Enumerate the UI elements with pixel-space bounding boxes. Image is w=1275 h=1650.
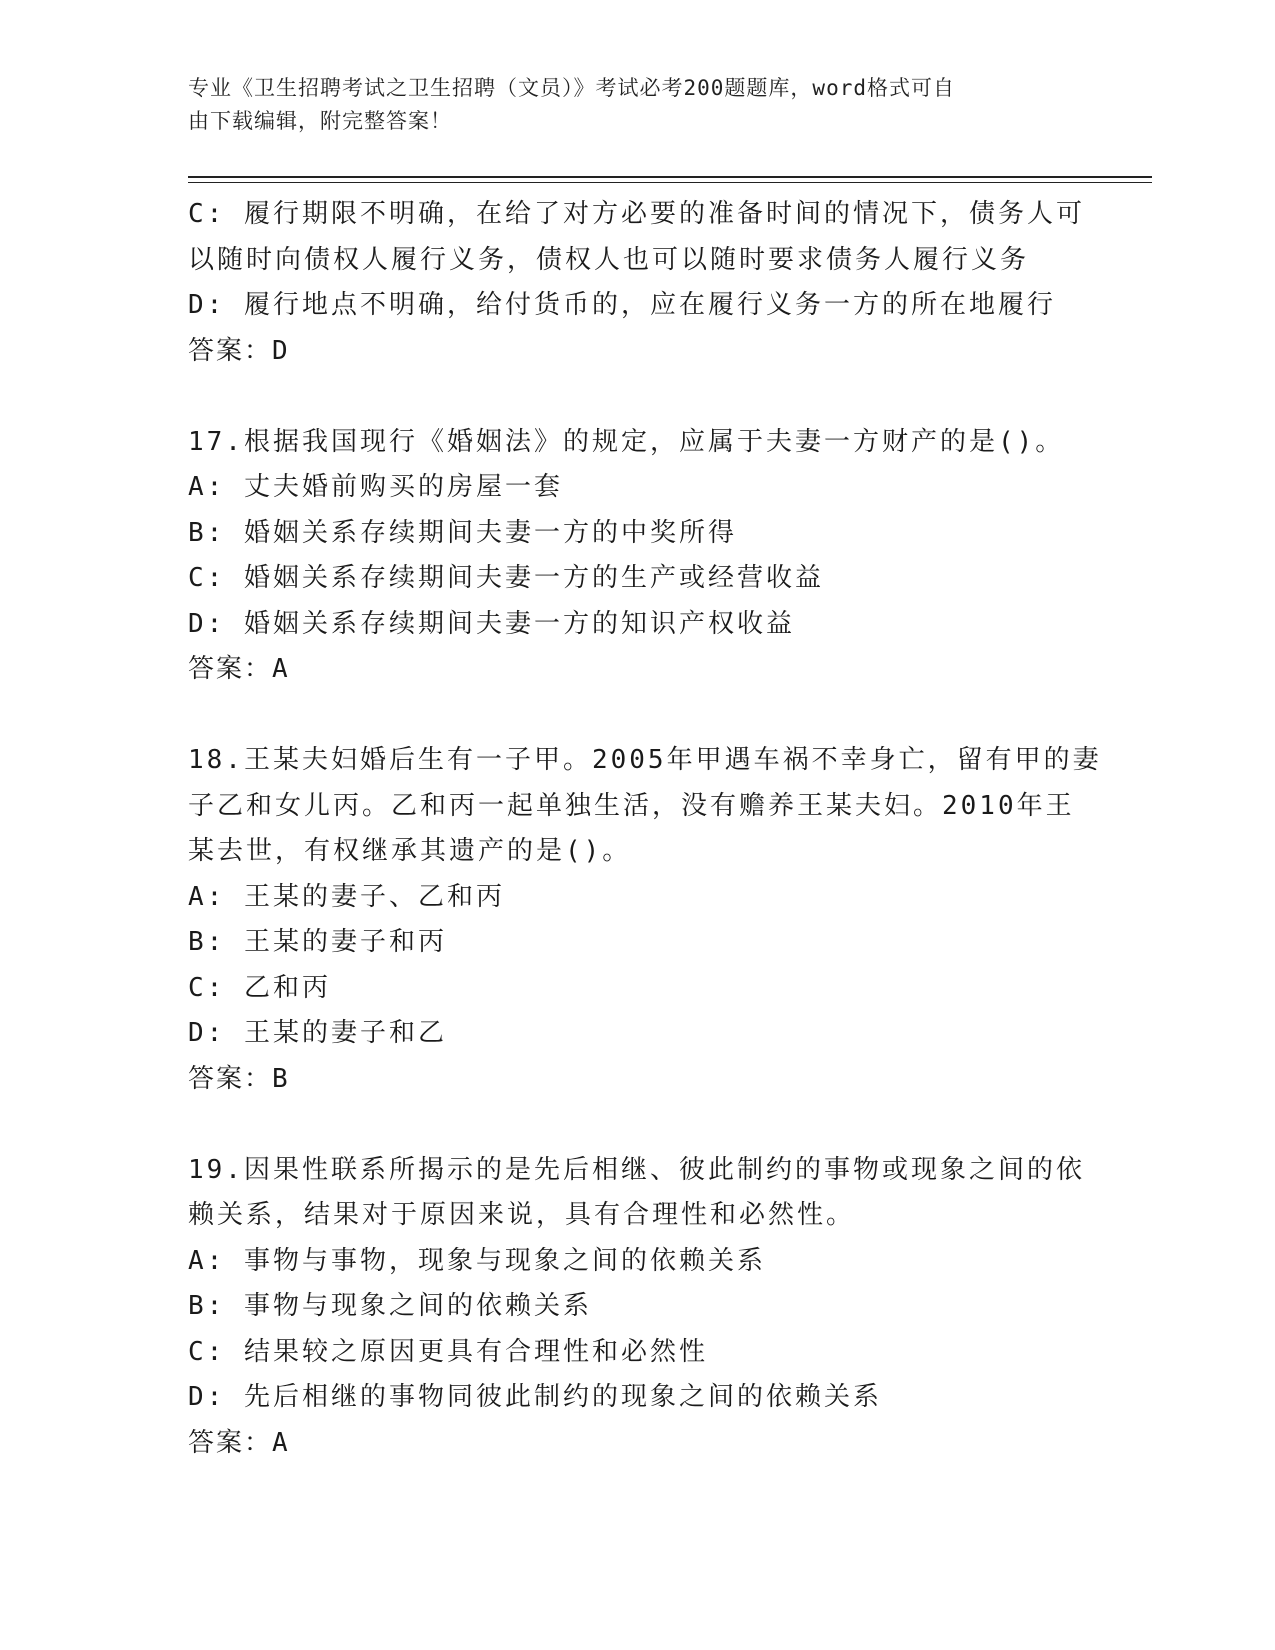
question-stem-line: 赖关系，结果对于原因来说，具有合理性和必然性。 [188,1200,856,1230]
option-b: B: 婚姻关系存续期间夫妻一方的中奖所得 [188,517,737,548]
option-c: C: 乙和丙 [188,972,331,1003]
option-c: C: 婚姻关系存续期间夫妻一方的生产或经营收益 [188,563,824,593]
option-c-line-2: 以随时向债权人履行义务，债权人也可以随时要求债务人履行义务 [188,244,1030,275]
option-c: C: 结果较之原因更具有合理性和必然性 [188,1336,708,1367]
question-stem-line: 某去世，有权继承其遗产的是()。 [188,836,632,866]
option-d: D: 履行地点不明确，给付货币的，应在履行义务一方的所在地履行 [188,290,1056,320]
document-body [188,192,1108,1466]
question-stem-line: 18.王某夫妇婚后生有一子甲。2005年甲遇车祸不幸身亡，留有甲的妻 [188,745,1102,775]
question-17 [188,420,1108,693]
header-divider-thick [188,176,1152,178]
option-d: D: 先后相继的事物同彼此制约的现象之间的依赖关系 [188,1382,882,1412]
document-header [188,72,1088,138]
option-a: A: 王某的妻子、乙和丙 [188,881,505,912]
option-d: D: 王某的妻子和乙 [188,1018,447,1048]
header-title-line-2: 由下载编辑，附完整答案！ [188,109,452,133]
answer-line: 答案：B [188,1063,290,1094]
spacer [188,374,1108,420]
answer-line: 答案：A [188,654,290,684]
option-b: B: 王某的妻子和丙 [188,927,447,957]
option-c-line-1: C: 履行期限不明确，在给了对方必要的准备时间的情况下，债务人可 [188,199,1085,229]
spacer [188,693,1108,739]
question-18 [188,738,1108,1102]
previous-question-continuation [188,192,1108,374]
question-19 [188,1148,1108,1467]
answer-line: 答案：A [188,1427,290,1458]
option-d: D: 婚姻关系存续期间夫妻一方的知识产权收益 [188,608,795,639]
question-stem-line: 子乙和女儿丙。乙和丙一起单独生活，没有赡养王某夫妇。2010年王 [188,790,1075,821]
question-stem-line: 19.因果性联系所揭示的是先后相继、彼此制约的事物或现象之间的依 [188,1154,1085,1185]
header-divider-thin [188,182,1152,183]
spacer [188,1102,1108,1148]
option-b: B: 事物与现象之间的依赖关系 [188,1291,592,1321]
header-title-line-1: 专业《卫生招聘考试之卫生招聘（文员）》考试必考200题题库，word格式可自 [188,76,955,100]
answer-line: 答案：D [188,335,290,366]
question-stem-line: 17.根据我国现行《婚姻法》的规定，应属于夫妻一方财产的是()。 [188,426,1065,457]
option-a: A: 事物与事物，现象与现象之间的依赖关系 [188,1245,766,1276]
option-a: A: 丈夫婚前购买的房屋一套 [188,472,563,502]
